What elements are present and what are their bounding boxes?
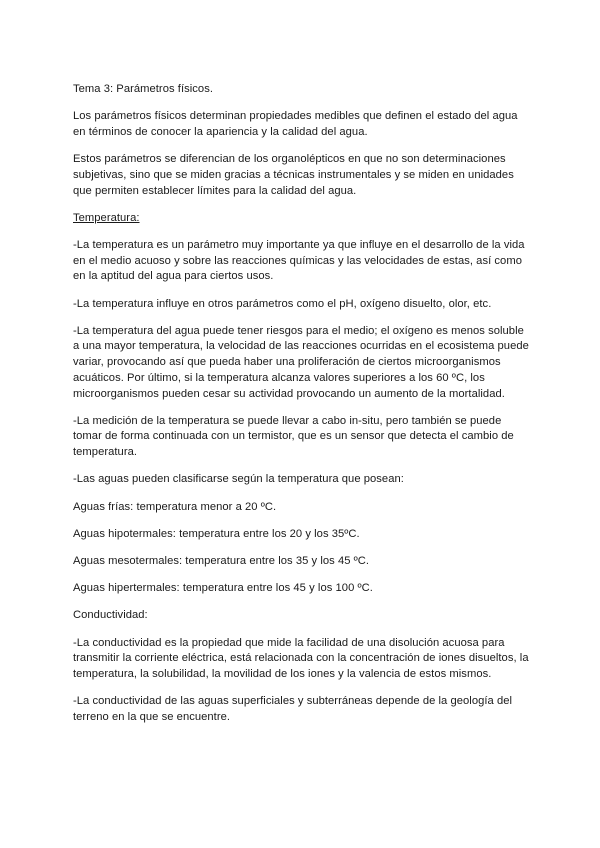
conductivity-paragraph-1: -La conductividad es la propiedad que mide la facilidad de una disolución acuosa para transmitir la corriente eléctrica, está relacionada con la concentración de iones disueltos, la temperatura, la solubilidad, la movilidad de los iones y la valencia de estos mismos. <box>73 636 529 680</box>
water-class-hyperthermal: Aguas hipertermales: temperatura entre los 45 y los 100 ºC. <box>73 582 373 595</box>
temperature-paragraph-2: -La temperatura influye en otros parámetros como el pH, oxígeno disuelto, olor, etc. <box>73 297 492 310</box>
intro-paragraph-1: Los parámetros físicos determinan propiedades medibles que definen el estado del agua en términos de conocer la apariencia y la calidad del agua. <box>73 110 518 138</box>
temperature-paragraph-1: -La temperatura es un parámetro muy importante ya que influye en el desarrollo de la vida en el medio acuoso y sobre las reacciones químicas y las velocidades de estas, así como en la aptitud del agua para ciertos usos. <box>73 238 525 283</box>
water-class-mesothermal: Aguas mesotermales: temperatura entre los 35 y los 45 ºC. <box>73 554 370 567</box>
document-page <box>73 82 533 737</box>
temperature-heading: Temperatura: <box>73 211 140 224</box>
water-class-hypothermal: Aguas hipotermales: temperatura entre los 20 y los 35ºC. <box>73 527 360 540</box>
temperature-paragraph-4: -La medición de la temperatura se puede llevar a cabo in-situ, pero también se puede tomar de forma continuada con un termistor, que es un sensor que detecta el cambio de temperatura. <box>73 414 514 459</box>
conductivity-paragraph-2: -La conductividad de las aguas superficiales y subterráneas depende de la geología del terreno en la que se encuentre. <box>73 695 513 723</box>
document-title: Tema 3: Parámetros físicos. <box>73 83 213 95</box>
temperature-paragraph-3: -La temperatura del agua puede tener riesgos para el medio; el oxígeno es menos soluble a una mayor temperatura, la velocidad de las reacciones ocurridas en el ecosistema puede variar, provocando así que pueda haber una proliferación de ciertos microorganismos acuáticos. Por último, si la temperatura alcanza valores superiores a los 60 ºC, los microorganismos pueden cesar su actividad provocando un aumento de la mortalidad. <box>73 324 529 400</box>
water-class-cold: Aguas frías: temperatura menor a 20 ºC. <box>73 500 277 513</box>
intro-paragraph-2: Estos parámetros se diferencian de los organolépticos en que no son determinaciones subjetivas, sino que se miden gracias a técnicas instrumentales y se miden en unidades que permiten establecer límites para la calidad del agua. <box>73 153 514 197</box>
conductivity-heading: Conductividad: <box>73 609 148 622</box>
temperature-paragraph-5: -Las aguas pueden clasificarse según la temperatura que posean: <box>73 473 404 486</box>
